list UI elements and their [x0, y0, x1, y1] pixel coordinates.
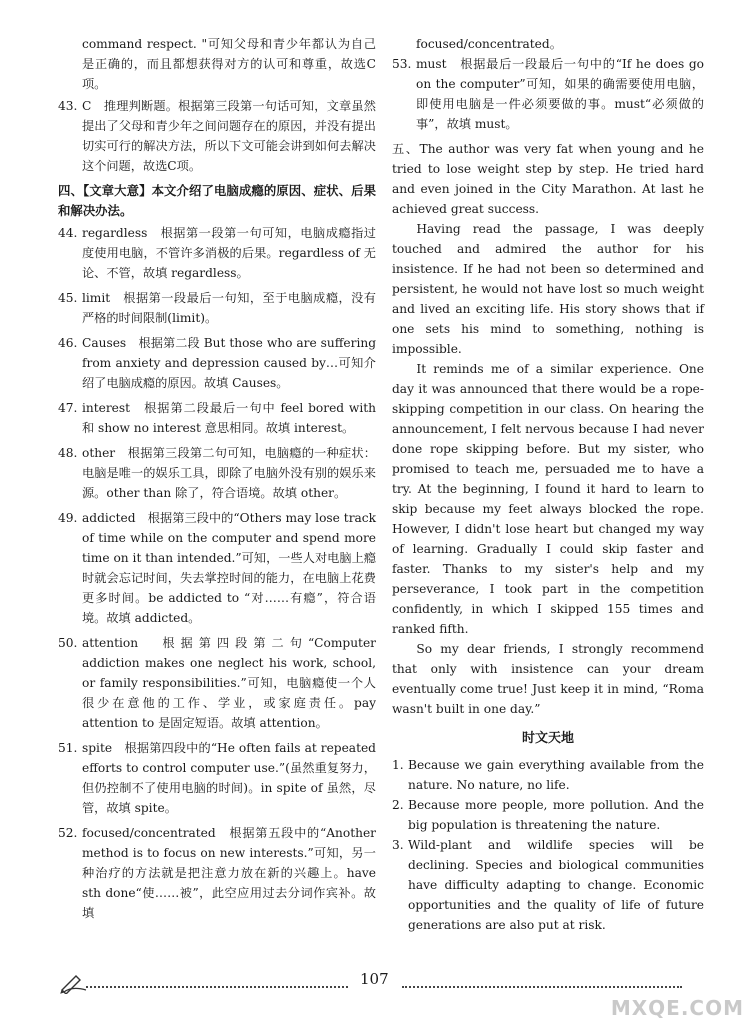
- list-item-1: [392, 755, 704, 795]
- list-text: Because more people, more pollution. And the big population is threatening the nature.: [408, 798, 704, 832]
- list-item-2: [392, 795, 704, 835]
- list-number: 3.: [392, 838, 404, 852]
- list-text: Because we gain everything available from the nature. No nature, no life.: [408, 758, 704, 792]
- left-column: [58, 34, 376, 928]
- question-number: 53.: [392, 57, 412, 71]
- answer-text: attention 根据第四段第二句“Computer addiction makes one neglect his work, school, or family responsibilities.”可知，电脑瘾使一个人很少在意他的工作、学业，或家庭责任。pay attention to 是固定短语。故填 attention。: [82, 636, 376, 730]
- page-number: 107: [360, 970, 389, 988]
- list-number: 1.: [392, 758, 404, 772]
- answer-text: spite 根据第四段中的“He often fails at repeated efforts to control computer use.”(虽然重复努力，但仍控制不了使用电脑的时间)。in spite of 虽然，尽管，故填 spite。: [82, 741, 376, 815]
- list-number: 2.: [392, 798, 404, 812]
- answer-51: [58, 738, 376, 818]
- answer-49: [58, 508, 376, 628]
- section-4-summary: 四、【文章大意】本文介绍了电脑成瘾的原因、症状、后果和解决办法。: [58, 183, 376, 218]
- question-number: 50.: [58, 636, 78, 650]
- watermark-text: MXQE.COM: [610, 996, 744, 1020]
- answer-47: [58, 398, 376, 438]
- question-number: 49.: [58, 511, 78, 525]
- answer-text: Causes 根据第二段 But those who are suffering from anxiety and depression caused by…可知介绍了电脑成瘾的原因。故填 Causes。: [82, 336, 376, 390]
- answer-53: [392, 54, 704, 134]
- list-item-3: [392, 835, 704, 935]
- essay-paragraph-3: So my dear friends, I strongly recommend that only with insistence can your dream eventually come true! Just keep it in mind, “Roma wasn't built in one day.”: [392, 642, 704, 716]
- question-number: 43.: [58, 99, 78, 113]
- answer-50: [58, 633, 376, 733]
- question-number: 45.: [58, 291, 78, 305]
- continued-answer-text: command respect. "可知父母和青少年都认为自己是正确的，而且都想获得对方的认可和尊重，故选C项。: [82, 37, 376, 91]
- right-column: [392, 34, 704, 935]
- answer-text: C 推理判断题。根据第三段第一句话可知，文章虽然提出了父母和青少年之间问题存在的原因，并没有提出切实可行的解决方法，所以下文可能会讲到如何去解决这个问题，故选C项。: [82, 99, 376, 173]
- answer-44: [58, 223, 376, 283]
- answer-text: limit 根据第一段最后一句知，至于电脑成瘾，没有严格的时间限制(limit)。: [82, 291, 376, 325]
- section-5-summary: 五、The author was very fat when young and he tried to lose weight step by step. He tried hard and even joined in the City Marathon. At last he achieved great success.: [392, 142, 704, 216]
- question-number: 52.: [58, 826, 78, 840]
- pen-icon: [60, 972, 88, 998]
- question-number: 46.: [58, 336, 78, 350]
- essay-paragraph-1: Having read the passage, I was deeply touched and admired the author for his insistence. If he had not been so determined and persistent, he would not have lost so much weight and lived an exciting life. His story shows that if one sets his mind to something, nothing is impossible.: [392, 222, 704, 356]
- answer-text: regardless 根据第一段第一句可知，电脑成瘾指过度使用电脑，不管许多消极的后果。regardless of 无论、不管，故填 regardless。: [82, 226, 376, 280]
- essay-paragraph-2: It reminds me of a similar experience. One day it was announced that there would be a rope-skipping competition in our class. On hearing the announcement, I felt nervous because I had never done rope skipping before. But my sister, who promised to teach me, persuaded me to have a try. At the beginning, I found it hard to learn to skip because my feet always blocked the rope. However, I didn't lose heart but changed my way of learning. Gradually I could skip faster and faster. Thanks to my sister's help and my perseverance, I took part in the competition confidently, in which I skipped 155 times and ranked fifth.: [392, 362, 704, 636]
- answer-text: interest 根据第二段最后一句中 feel bored with 和 show no interest 意思相同。故填 interest。: [82, 401, 376, 435]
- answer-46: [58, 333, 376, 393]
- question-number: 47.: [58, 401, 78, 415]
- watermark-logo: [604, 960, 744, 1020]
- answer-45: [58, 288, 376, 328]
- question-number: 51.: [58, 741, 78, 755]
- answer-text: addicted 根据第三段中的“Others may lose track of time while on the computer and spend more time on it than intended.”可知，一些人对电脑上瘾时就会忘记时间，失去掌控时间的能力，在电脑上花费更多时间。be addicted to “对……有瘾”，符合语境。故填 addicted。: [82, 511, 376, 625]
- answer-text: must 根据最后一段最后一句中的“If he does go on the computer”可知，如果的确需要使用电脑，即使用电脑是一件必须要做的事。must“必须做的事”，故填 must。: [416, 57, 704, 131]
- answer-text: focused/concentrated 根据第五段中的“Another method is to focus on new interests.”可知，另一种治疗的方法就是把注意力放在新的兴趣上。have sth done“使……被”，此空应用过去分词作宾补。故填: [82, 826, 376, 920]
- answer-48: [58, 443, 376, 503]
- answer-text: other 根据第三段第二句可知，电脑瘾的一种症状：电脑是唯一的娱乐工具，即除了电脑外没有别的娱乐来源。other than 除了，符合语境。故填 other。: [82, 446, 376, 500]
- question-number: 48.: [58, 446, 78, 460]
- section-heading: 时文天地: [521, 731, 574, 746]
- answer-52: [58, 823, 376, 923]
- continued-answer-text: focused/concentrated。: [416, 37, 562, 51]
- list-text: Wild-plant and wildlife species will be declining. Species and biological communities have difficulty adapting to change. Economic opportunities and the quality of life of future generations are also put at risk.: [408, 838, 704, 932]
- answer-43: [58, 96, 376, 176]
- footer-dotted-line-left: [86, 986, 348, 988]
- question-number: 44.: [58, 226, 78, 240]
